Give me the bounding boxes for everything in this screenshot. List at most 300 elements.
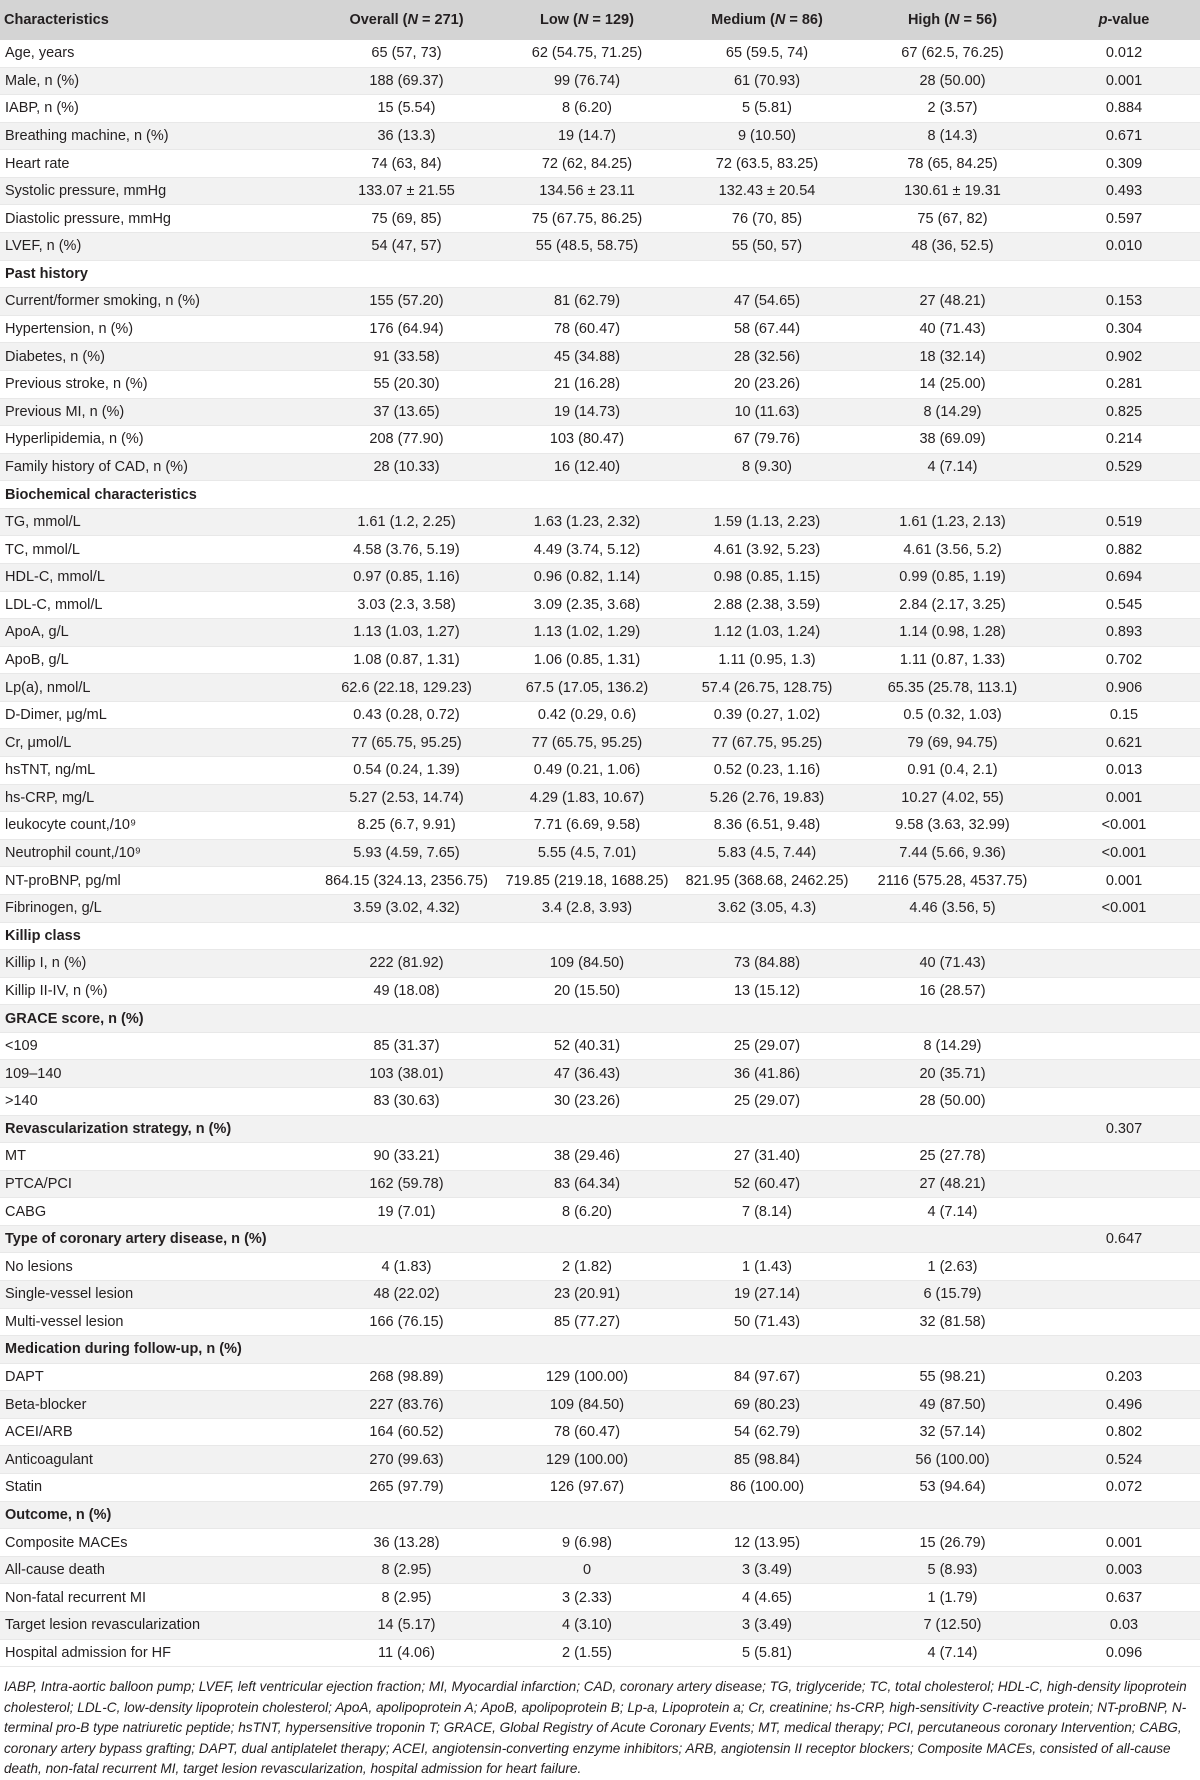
low-cell: 126 (97.67): [497, 1474, 677, 1502]
overall-cell: 222 (81.92): [316, 950, 497, 978]
overall-cell: 85 (31.37): [316, 1032, 497, 1060]
table-row: [0, 508, 1200, 536]
p-value-cell: 0.153: [1048, 288, 1200, 316]
medium-cell: 5.26 (2.76, 19.83): [677, 784, 857, 812]
table-row: [0, 343, 1200, 371]
high-cell: 1.11 (0.87, 1.33): [857, 646, 1048, 674]
characteristic-cell: Composite MACEs: [0, 1529, 316, 1557]
section-title: Outcome, n (%): [0, 1501, 1200, 1529]
high-cell: 56 (100.00): [857, 1446, 1048, 1474]
p-value-cell: 0.309: [1048, 150, 1200, 178]
high-cell: 8 (14.3): [857, 122, 1048, 150]
low-cell: 23 (20.91): [497, 1281, 677, 1309]
header-medium: Medium (N = 86): [677, 0, 857, 40]
table-row: [0, 1143, 1200, 1171]
characteristic-cell: Current/former smoking, n (%): [0, 288, 316, 316]
low-cell: 7.71 (6.69, 9.58): [497, 812, 677, 840]
table-row: [0, 1363, 1200, 1391]
table-row: [0, 1060, 1200, 1088]
table-row: [0, 784, 1200, 812]
group-label: Medium: [711, 12, 766, 28]
table-row: [0, 757, 1200, 785]
high-cell: 79 (69, 94.75): [857, 729, 1048, 757]
high-cell: 38 (69.09): [857, 426, 1048, 454]
p-value-cell: 0.307: [1048, 1115, 1200, 1143]
characteristic-cell: Systolic pressure, mmHg: [0, 177, 316, 205]
medium-cell: 28 (32.56): [677, 343, 857, 371]
low-cell: 4.49 (3.74, 5.12): [497, 536, 677, 564]
group-n: 86: [801, 12, 818, 28]
high-cell: 48 (36, 52.5): [857, 233, 1048, 261]
group-label: Low: [540, 12, 570, 28]
medium-cell: [677, 1225, 857, 1253]
high-cell: 55 (98.21): [857, 1363, 1048, 1391]
high-cell: 78 (65, 84.25): [857, 150, 1048, 178]
characteristic-cell: Anticoagulant: [0, 1446, 316, 1474]
table-row: [0, 950, 1200, 978]
medium-cell: 36 (41.86): [677, 1060, 857, 1088]
high-cell: 65.35 (25.78, 113.1): [857, 674, 1048, 702]
characteristic-cell: LVEF, n (%): [0, 233, 316, 261]
characteristic-cell: MT: [0, 1143, 316, 1171]
p-value-cell: <0.001: [1048, 839, 1200, 867]
table-row: [0, 894, 1200, 922]
medium-cell: 61 (70.93): [677, 67, 857, 95]
low-cell: 55 (48.5, 58.75): [497, 233, 677, 261]
medium-cell: 0.98 (0.85, 1.15): [677, 563, 857, 591]
characteristic-cell: CABG: [0, 1198, 316, 1226]
table-row: [0, 563, 1200, 591]
table-row: [0, 1639, 1200, 1667]
p-value-cell: 0.214: [1048, 426, 1200, 454]
characteristic-cell: Target lesion revascularization: [0, 1611, 316, 1639]
low-cell: 81 (62.79): [497, 288, 677, 316]
characteristic-cell: Multi-vessel lesion: [0, 1308, 316, 1336]
overall-cell: 90 (33.21): [316, 1143, 497, 1171]
low-cell: 83 (64.34): [497, 1170, 677, 1198]
characteristic-cell: Non-fatal recurrent MI: [0, 1584, 316, 1612]
group-n: 56: [976, 12, 993, 28]
medium-cell: 77 (67.75, 95.25): [677, 729, 857, 757]
low-cell: 109 (84.50): [497, 950, 677, 978]
overall-cell: 19 (7.01): [316, 1198, 497, 1226]
low-cell: 9 (6.98): [497, 1529, 677, 1557]
medium-cell: 73 (84.88): [677, 950, 857, 978]
characteristic-cell: hs-CRP, mg/L: [0, 784, 316, 812]
high-cell: 27 (48.21): [857, 1170, 1048, 1198]
high-cell: 1 (1.79): [857, 1584, 1048, 1612]
table-row: [0, 812, 1200, 840]
p-value-cell: 0.012: [1048, 40, 1200, 67]
characteristic-cell: ACEI/ARB: [0, 1418, 316, 1446]
characteristic-cell: IABP, n (%): [0, 95, 316, 123]
overall-cell: 3.59 (3.02, 4.32): [316, 894, 497, 922]
high-cell: 40 (71.43): [857, 315, 1048, 343]
table-row: [0, 1087, 1200, 1115]
characteristic-cell: LDL-C, mmol/L: [0, 591, 316, 619]
characteristic-cell: All-cause death: [0, 1556, 316, 1584]
overall-cell: 8.25 (6.7, 9.91): [316, 812, 497, 840]
high-cell: 53 (94.64): [857, 1474, 1048, 1502]
p-value-cell: 0.15: [1048, 701, 1200, 729]
high-cell: 1.14 (0.98, 1.28): [857, 619, 1048, 647]
table-row: [0, 1170, 1200, 1198]
p-value-cell: 0.096: [1048, 1639, 1200, 1667]
low-cell: 1.63 (1.23, 2.32): [497, 508, 677, 536]
header-p-value: p-value: [1048, 0, 1200, 40]
p-value-cell: 0.825: [1048, 398, 1200, 426]
characteristic-cell: Diastolic pressure, mmHg: [0, 205, 316, 233]
overall-cell: 8 (2.95): [316, 1584, 497, 1612]
characteristic-cell: Breathing machine, n (%): [0, 122, 316, 150]
medium-cell: 52 (60.47): [677, 1170, 857, 1198]
overall-cell: 11 (4.06): [316, 1639, 497, 1667]
table-row: [0, 1556, 1200, 1584]
high-cell: 130.61 ± 19.31: [857, 177, 1048, 205]
characteristic-cell: D-Dimer, μg/mL: [0, 701, 316, 729]
medium-cell: 3 (3.49): [677, 1556, 857, 1584]
medium-cell: 86 (100.00): [677, 1474, 857, 1502]
high-cell: 27 (48.21): [857, 288, 1048, 316]
overall-cell: 103 (38.01): [316, 1060, 497, 1088]
low-cell: 3.09 (2.35, 3.68): [497, 591, 677, 619]
characteristic-cell: Neutrophil count,/10⁹: [0, 839, 316, 867]
low-cell: 0.96 (0.82, 1.14): [497, 563, 677, 591]
p-symbol: p: [1098, 12, 1108, 28]
table-row: [0, 1032, 1200, 1060]
characteristic-cell: Single-vessel lesion: [0, 1281, 316, 1309]
medium-cell: 12 (13.95): [677, 1529, 857, 1557]
overall-cell: 5.93 (4.59, 7.65): [316, 839, 497, 867]
high-cell: 1 (2.63): [857, 1253, 1048, 1281]
characteristic-cell: Heart rate: [0, 150, 316, 178]
characteristic-cell: TC, mmol/L: [0, 536, 316, 564]
low-cell: 21 (16.28): [497, 370, 677, 398]
high-cell: 40 (71.43): [857, 950, 1048, 978]
medium-cell: 85 (98.84): [677, 1446, 857, 1474]
characteristic-cell: leukocyte count,/10⁹: [0, 812, 316, 840]
high-cell: [857, 1115, 1048, 1143]
overall-cell: 1.61 (1.2, 2.25): [316, 508, 497, 536]
table-footnote: IABP, Intra-aortic balloon pump; LVEF, left ventricular ejection fraction; MI, Myocardial infarction; CAD, coronary artery disease; TG, triglyceride; TC, total cholesterol; HDL-C, high-density lipoprotein cholesterol; LDL-C, low-density lipoprotein cholesterol; ApoA, apolipoprotein A; ApoB, apolipoprotein B; Lp-a, Lipoprotein a; Cr, creatinine; hs-CRP, high-sensitivity C-reactive protein; NT-proBNP, N-terminal pro-B type natriuretic peptide; hsTNT, hypersensitive troponin T; GRACE, Global Registry of Acute Coronary Events; MT, medical therapy; PCI, percutaneous coronary Intervention; CABG, coronary artery bypass grafting; DAPT, dual antiplatelet therapy; ACEI, angiotensin-converting enzyme inhibitors; ARB, angiotensin II receptor blockers; Composite MACEs, consisted of all-cause death, non-fatal recurrent MI, target lesion revascularization, hospital admission for heart failure.: [4, 1679, 1187, 1777]
medium-cell: 19 (27.14): [677, 1281, 857, 1309]
high-cell: 2 (3.57): [857, 95, 1048, 123]
characteristic-cell: Age, years: [0, 40, 316, 67]
overall-cell: 14 (5.17): [316, 1611, 497, 1639]
overall-cell: 1.08 (0.87, 1.31): [316, 646, 497, 674]
group-n: 271: [434, 12, 459, 28]
high-cell: [857, 1225, 1048, 1253]
table-row: [0, 95, 1200, 123]
medium-cell: 1 (1.43): [677, 1253, 857, 1281]
high-cell: 28 (50.00): [857, 1087, 1048, 1115]
overall-cell: 270 (99.63): [316, 1446, 497, 1474]
p-value-cell: 0.802: [1048, 1418, 1200, 1446]
overall-cell: 74 (63, 84): [316, 150, 497, 178]
table-header: [0, 0, 1200, 40]
p-value-cell: 0.493: [1048, 177, 1200, 205]
overall-cell: 49 (18.08): [316, 977, 497, 1005]
high-cell: 4 (7.14): [857, 453, 1048, 481]
overall-cell: 155 (57.20): [316, 288, 497, 316]
characteristic-cell: Killip II-IV, n (%): [0, 977, 316, 1005]
characteristic-cell: Fibrinogen, g/L: [0, 894, 316, 922]
low-cell: 8 (6.20): [497, 1198, 677, 1226]
high-cell: 7 (12.50): [857, 1611, 1048, 1639]
low-cell: 2 (1.82): [497, 1253, 677, 1281]
n-symbol: N: [407, 12, 418, 28]
medium-cell: 9 (10.50): [677, 122, 857, 150]
table-row: [0, 233, 1200, 261]
characteristic-cell: Killip I, n (%): [0, 950, 316, 978]
medium-cell: 0.52 (0.23, 1.16): [677, 757, 857, 785]
group-label: Overall: [349, 12, 399, 28]
overall-cell: 28 (10.33): [316, 453, 497, 481]
table-row: [0, 1253, 1200, 1281]
low-cell: 19 (14.7): [497, 122, 677, 150]
low-cell: 1.06 (0.85, 1.31): [497, 646, 677, 674]
medium-cell: 47 (54.65): [677, 288, 857, 316]
medium-cell: 50 (71.43): [677, 1308, 857, 1336]
p-value-cell: 0.001: [1048, 867, 1200, 895]
high-cell: 32 (57.14): [857, 1418, 1048, 1446]
overall-cell: 265 (97.79): [316, 1474, 497, 1502]
p-value-cell: [1048, 1087, 1200, 1115]
characteristic-cell: Previous MI, n (%): [0, 398, 316, 426]
overall-cell: 83 (30.63): [316, 1087, 497, 1115]
high-cell: 4.46 (3.56, 5): [857, 894, 1048, 922]
low-cell: 4 (3.10): [497, 1611, 677, 1639]
p-value-cell: 0.597: [1048, 205, 1200, 233]
overall-cell: 164 (60.52): [316, 1418, 497, 1446]
high-cell: 4 (7.14): [857, 1198, 1048, 1226]
low-cell: [497, 1225, 677, 1253]
characteristic-cell: Statin: [0, 1474, 316, 1502]
p-value-cell: [1048, 1308, 1200, 1336]
section-title: GRACE score, n (%): [0, 1005, 1200, 1033]
table-row: [0, 701, 1200, 729]
p-value-cell: [1048, 1170, 1200, 1198]
characteristic-cell: TG, mmol/L: [0, 508, 316, 536]
medium-cell: 25 (29.07): [677, 1087, 857, 1115]
medium-cell: 55 (50, 57): [677, 233, 857, 261]
table-row: [0, 1474, 1200, 1502]
p-value-cell: [1048, 977, 1200, 1005]
table-row: [0, 1418, 1200, 1446]
table-row: [0, 1391, 1200, 1419]
overall-cell: 54 (47, 57): [316, 233, 497, 261]
medium-cell: 76 (70, 85): [677, 205, 857, 233]
p-value-cell: 0.496: [1048, 1391, 1200, 1419]
characteristic-cell: DAPT: [0, 1363, 316, 1391]
table-row: [0, 288, 1200, 316]
table-row: [0, 977, 1200, 1005]
p-value-cell: [1048, 1143, 1200, 1171]
table-row: [0, 177, 1200, 205]
overall-cell: 176 (64.94): [316, 315, 497, 343]
p-value-cell: 0.906: [1048, 674, 1200, 702]
p-value-cell: 0.882: [1048, 536, 1200, 564]
low-cell: 47 (36.43): [497, 1060, 677, 1088]
header-high: High (N = 56): [857, 0, 1048, 40]
characteristic-cell: Hyperlipidemia, n (%): [0, 426, 316, 454]
header-row: [0, 0, 1200, 40]
p-value-cell: 0.884: [1048, 95, 1200, 123]
medium-cell: 5 (5.81): [677, 1639, 857, 1667]
p-value-cell: 0.893: [1048, 619, 1200, 647]
n-symbol: N: [949, 12, 960, 28]
section-title: Revascularization strategy, n (%): [0, 1115, 316, 1143]
medium-cell: 5 (5.81): [677, 95, 857, 123]
medium-cell: 1.12 (1.03, 1.24): [677, 619, 857, 647]
p-value-cell: 0.001: [1048, 67, 1200, 95]
low-cell: 99 (76.74): [497, 67, 677, 95]
medium-cell: [677, 1115, 857, 1143]
high-cell: 20 (35.71): [857, 1060, 1048, 1088]
characteristic-cell: >140: [0, 1087, 316, 1115]
header-overall: Overall (N = 271): [316, 0, 497, 40]
medium-cell: 57.4 (26.75, 128.75): [677, 674, 857, 702]
p-value-cell: 0.637: [1048, 1584, 1200, 1612]
overall-cell: 36 (13.3): [316, 122, 497, 150]
characteristic-cell: Lp(a), nmol/L: [0, 674, 316, 702]
medium-cell: 65 (59.5, 74): [677, 40, 857, 67]
header-characteristics: Characteristics: [0, 0, 316, 40]
medium-cell: 4.61 (3.92, 5.23): [677, 536, 857, 564]
high-cell: 28 (50.00): [857, 67, 1048, 95]
high-cell: 6 (15.79): [857, 1281, 1048, 1309]
p-value-cell: 0.001: [1048, 1529, 1200, 1557]
p-value-cell: 0.03: [1048, 1611, 1200, 1639]
overall-cell: 3.03 (2.3, 3.58): [316, 591, 497, 619]
overall-cell: 77 (65.75, 95.25): [316, 729, 497, 757]
overall-cell: 36 (13.28): [316, 1529, 497, 1557]
overall-cell: [316, 1115, 497, 1143]
high-cell: 32 (81.58): [857, 1308, 1048, 1336]
table-row: [0, 398, 1200, 426]
section-header-row: [0, 1005, 1200, 1033]
p-value-cell: 0.529: [1048, 453, 1200, 481]
high-cell: 7.44 (5.66, 9.36): [857, 839, 1048, 867]
low-cell: 103 (80.47): [497, 426, 677, 454]
section-header-row: [0, 1501, 1200, 1529]
p-value-cell: [1048, 1198, 1200, 1226]
table-body: [0, 40, 1200, 1667]
high-cell: 18 (32.14): [857, 343, 1048, 371]
low-cell: 67.5 (17.05, 136.2): [497, 674, 677, 702]
overall-cell: [316, 1225, 497, 1253]
low-cell: 3.4 (2.8, 3.93): [497, 894, 677, 922]
low-cell: 0.49 (0.21, 1.06): [497, 757, 677, 785]
characteristic-cell: ApoB, g/L: [0, 646, 316, 674]
characteristic-cell: Previous stroke, n (%): [0, 370, 316, 398]
characteristic-cell: Male, n (%): [0, 67, 316, 95]
table-row: [0, 67, 1200, 95]
high-cell: 0.91 (0.4, 2.1): [857, 757, 1048, 785]
overall-cell: 0.54 (0.24, 1.39): [316, 757, 497, 785]
group-n: 129: [604, 12, 630, 28]
characteristic-cell: PTCA/PCI: [0, 1170, 316, 1198]
p-value-cell: [1048, 1032, 1200, 1060]
low-cell: 72 (62, 84.25): [497, 150, 677, 178]
medium-cell: 7 (8.14): [677, 1198, 857, 1226]
medium-cell: 69 (80.23): [677, 1391, 857, 1419]
p-value-cell: <0.001: [1048, 812, 1200, 840]
high-cell: 16 (28.57): [857, 977, 1048, 1005]
medium-cell: 20 (23.26): [677, 370, 857, 398]
medium-cell: 1.11 (0.95, 1.3): [677, 646, 857, 674]
low-cell: 78 (60.47): [497, 315, 677, 343]
section-title: Biochemical characteristics: [0, 481, 1200, 509]
medium-cell: 2.88 (2.38, 3.59): [677, 591, 857, 619]
n-symbol: N: [774, 12, 786, 28]
overall-cell: 1.13 (1.03, 1.27): [316, 619, 497, 647]
characteristic-cell: HDL-C, mmol/L: [0, 563, 316, 591]
low-cell: 129 (100.00): [497, 1446, 677, 1474]
table-row: [0, 646, 1200, 674]
overall-cell: 166 (76.15): [316, 1308, 497, 1336]
characteristic-cell: Hypertension, n (%): [0, 315, 316, 343]
high-cell: 67 (62.5, 76.25): [857, 40, 1048, 67]
table-row: [0, 315, 1200, 343]
table-row: [0, 370, 1200, 398]
p-value-cell: 0.072: [1048, 1474, 1200, 1502]
table-row: [0, 453, 1200, 481]
overall-cell: 37 (13.65): [316, 398, 497, 426]
high-cell: 2116 (575.28, 4537.75): [857, 867, 1048, 895]
table-row: [0, 1198, 1200, 1226]
table-row: [0, 1529, 1200, 1557]
medium-cell: 4 (4.65): [677, 1584, 857, 1612]
table-row: [0, 619, 1200, 647]
high-cell: 15 (26.79): [857, 1529, 1048, 1557]
p-value-cell: 0.702: [1048, 646, 1200, 674]
overall-cell: 8 (2.95): [316, 1556, 497, 1584]
low-cell: 38 (29.46): [497, 1143, 677, 1171]
medium-cell: 821.95 (368.68, 2462.25): [677, 867, 857, 895]
p-value-cell: 0.203: [1048, 1363, 1200, 1391]
low-cell: 85 (77.27): [497, 1308, 677, 1336]
high-cell: 75 (67, 82): [857, 205, 1048, 233]
section-header-row: [0, 1115, 1200, 1143]
table-row: [0, 839, 1200, 867]
low-cell: 129 (100.00): [497, 1363, 677, 1391]
table-row: [0, 40, 1200, 67]
section-header-row: [0, 481, 1200, 509]
low-cell: 719.85 (219.18, 1688.25): [497, 867, 677, 895]
overall-cell: 62.6 (22.18, 129.23): [316, 674, 497, 702]
medium-cell: 1.59 (1.13, 2.23): [677, 508, 857, 536]
high-cell: 4 (7.14): [857, 1639, 1048, 1667]
table-row: [0, 674, 1200, 702]
section-title: Killip class: [0, 922, 1200, 950]
medium-cell: 3.62 (3.05, 4.3): [677, 894, 857, 922]
section-header-row: [0, 1225, 1200, 1253]
low-cell: 109 (84.50): [497, 1391, 677, 1419]
low-cell: 1.13 (1.02, 1.29): [497, 619, 677, 647]
high-cell: 0.5 (0.32, 1.03): [857, 701, 1048, 729]
low-cell: 77 (65.75, 95.25): [497, 729, 677, 757]
characteristic-cell: 109–140: [0, 1060, 316, 1088]
low-cell: 20 (15.50): [497, 977, 677, 1005]
table-row: [0, 729, 1200, 757]
low-cell: 4.29 (1.83, 10.67): [497, 784, 677, 812]
high-cell: 0.99 (0.85, 1.19): [857, 563, 1048, 591]
p-value-cell: [1048, 950, 1200, 978]
high-cell: 8 (14.29): [857, 1032, 1048, 1060]
overall-cell: 268 (98.89): [316, 1363, 497, 1391]
high-cell: 9.58 (3.63, 32.99): [857, 812, 1048, 840]
